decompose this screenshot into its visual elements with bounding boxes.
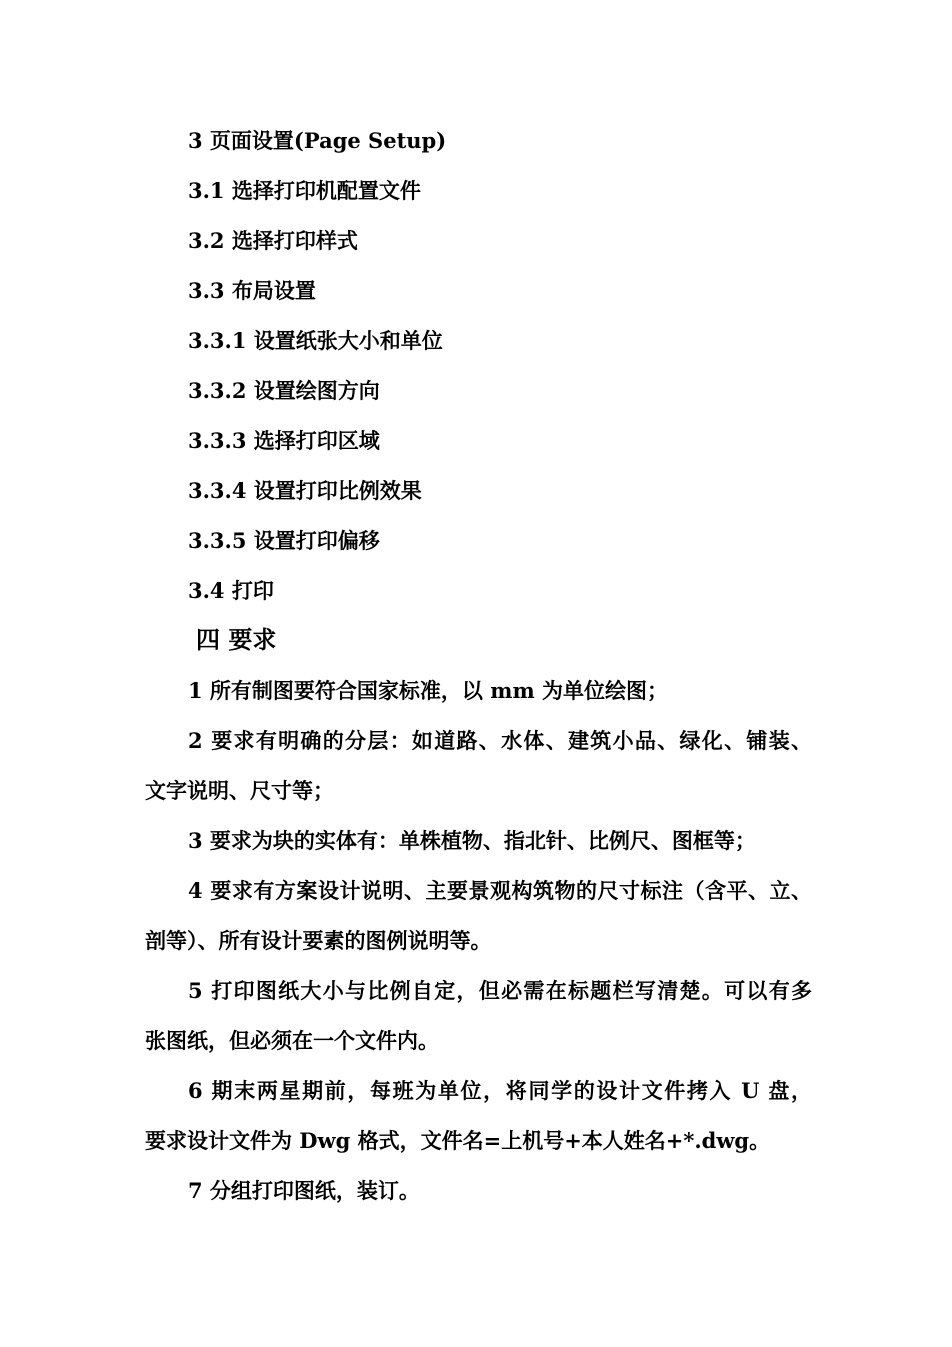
requirement-4-line-2: 剖等）、所有设计要素的图例说明等。 [145,928,492,953]
requirement-4-line-1: 4 要求有方案设计说明、主要景观构筑物的尺寸标注（含平、立、 [188,878,812,903]
outline-item-3-1: 3.1 选择打印机配置文件 [188,178,421,203]
requirement-2-line-1: 2 要求有明确的分层：如道路、水体、建筑小品、绿化、铺装、 [188,728,812,753]
requirement-5-line-2: 张图纸，但必须在一个文件内。 [145,1028,439,1053]
outline-item-3: 3 页面设置(Page Setup) [188,128,447,153]
outline-item-3-4: 3.4 打印 [188,578,274,603]
requirement-6-line-2: 要求设计文件为 Dwg 格式，文件名=上机号+本人姓名+*.dwg。 [145,1128,771,1153]
section-heading: 四 要求 [196,625,277,654]
requirement-1: 1 所有制图要符合国家标准，以 mm 为单位绘图； [188,678,668,703]
outline-item-3-3-4: 3.3.4 设置打印比例效果 [188,478,422,503]
requirement-5-line-1: 5 打印图纸大小与比例自定，但必需在标题栏写清楚。可以有多 [188,978,812,1003]
requirement-2-line-2: 文字说明、尺寸等； [145,778,334,803]
requirement-7: 7 分组打印图纸，装订。 [188,1178,420,1203]
outline-item-3-3-3: 3.3.3 选择打印区域 [188,428,380,453]
requirement-6-line-1: 6 期末两星期前，每班为单位，将同学的设计文件拷入 U 盘， [188,1078,812,1103]
outline-item-3-2: 3.2 选择打印样式 [188,228,358,253]
outline-item-3-3-5: 3.3.5 设置打印偏移 [188,528,380,553]
outline-item-3-3-1: 3.3.1 设置纸张大小和单位 [188,328,443,353]
outline-item-3-3: 3.3 布局设置 [188,278,316,303]
requirement-3: 3 要求为块的实体有：单株植物、指北针、比例尺、图框等； [188,828,756,853]
outline-item-3-3-2: 3.3.2 设置绘图方向 [188,378,380,403]
